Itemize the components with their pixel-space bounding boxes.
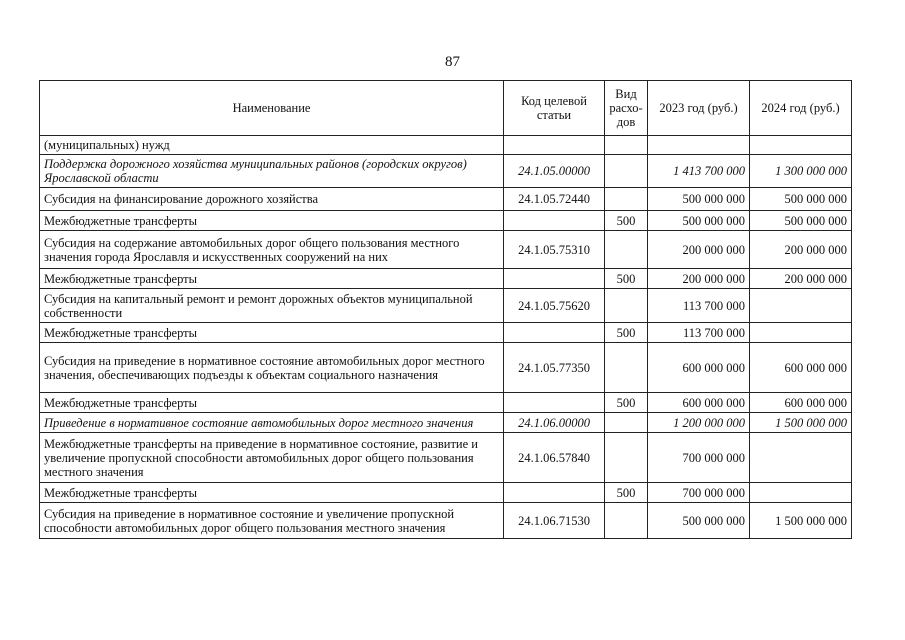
cell-type (605, 136, 648, 155)
cell-2023 (648, 136, 750, 155)
table-row (40, 323, 852, 343)
cell-name: Поддержка дорожного хозяйства муниципальных районов (городских округов) Ярославской области (40, 155, 504, 188)
cell-code (504, 269, 605, 289)
cell-name: Межбюджетные трансферты на приведение в нормативное состояние, развитие и увеличение пропускной способности автомобильных дорог общего пользования местного значения (40, 433, 504, 483)
cell-2024 (750, 323, 852, 343)
cell-code: 24.1.06.00000 (504, 413, 605, 433)
cell-code: 24.1.06.57840 (504, 433, 605, 483)
cell-name: Межбюджетные трансферты (40, 211, 504, 231)
cell-2024: 1 500 000 000 (750, 503, 852, 539)
cell-code: 24.1.06.71530 (504, 503, 605, 539)
cell-2024 (750, 136, 852, 155)
table-row (40, 433, 852, 483)
cell-2023: 113 700 000 (648, 289, 750, 323)
cell-2024: 200 000 000 (750, 231, 852, 269)
cell-2024 (750, 433, 852, 483)
cell-name: Субсидия на капитальный ремонт и ремонт дорожных объектов муниципальной собственности (40, 289, 504, 323)
cell-code (504, 323, 605, 343)
cell-2023: 1 200 000 000 (648, 413, 750, 433)
cell-2023: 500 000 000 (648, 188, 750, 211)
table-row (40, 231, 852, 269)
table-body (40, 136, 852, 539)
header-code: Код целевой статьи (504, 81, 605, 136)
cell-name: Приведение в нормативное состояние автомобильных дорог местного значения (40, 413, 504, 433)
cell-2023: 500 000 000 (648, 503, 750, 539)
cell-2024 (750, 483, 852, 503)
table-row (40, 155, 852, 188)
cell-type (605, 413, 648, 433)
table-row (40, 503, 852, 539)
cell-name: Субсидия на содержание автомобильных дорог общего пользования местного значения города Ярославля и искусственных сооружений на них (40, 231, 504, 269)
cell-2023: 500 000 000 (648, 211, 750, 231)
cell-type (605, 155, 648, 188)
table-header-row (40, 81, 852, 136)
cell-type (605, 188, 648, 211)
cell-name: Межбюджетные трансферты (40, 269, 504, 289)
cell-2023: 700 000 000 (648, 433, 750, 483)
cell-type (605, 503, 648, 539)
cell-name: Межбюджетные трансферты (40, 393, 504, 413)
table-row (40, 393, 852, 413)
table-row (40, 413, 852, 433)
cell-2024: 1 300 000 000 (750, 155, 852, 188)
table-row (40, 136, 852, 155)
cell-code: 24.1.05.75310 (504, 231, 605, 269)
table-row (40, 211, 852, 231)
cell-2024: 1 500 000 000 (750, 413, 852, 433)
page-number: 87 (445, 54, 460, 70)
cell-name: Межбюджетные трансферты (40, 483, 504, 503)
cell-2024: 500 000 000 (750, 188, 852, 211)
cell-code: 24.1.05.75620 (504, 289, 605, 323)
cell-2023: 1 413 700 000 (648, 155, 750, 188)
cell-2024: 600 000 000 (750, 343, 852, 393)
header-name: Наименование (40, 81, 504, 136)
table-row (40, 289, 852, 323)
cell-code (504, 483, 605, 503)
cell-2023: 200 000 000 (648, 269, 750, 289)
cell-type (605, 433, 648, 483)
cell-type: 500 (605, 483, 648, 503)
cell-2023: 600 000 000 (648, 343, 750, 393)
cell-2023: 113 700 000 (648, 323, 750, 343)
cell-type (605, 231, 648, 269)
cell-name: (муниципальных) нужд (40, 136, 504, 155)
table-row (40, 483, 852, 503)
cell-type: 500 (605, 211, 648, 231)
cell-2024 (750, 289, 852, 323)
cell-code: 24.1.05.72440 (504, 188, 605, 211)
cell-type: 500 (605, 269, 648, 289)
cell-code (504, 211, 605, 231)
cell-name: Субсидия на приведение в нормативное состояние автомобильных дорог местного значения, обеспечивающих подъезды к объектам социального назначения (40, 343, 504, 393)
header-2023: 2023 год (руб.) (648, 81, 750, 136)
budget-table (39, 80, 852, 539)
header-type: Вид расхо-дов (605, 81, 648, 136)
cell-name: Субсидия на финансирование дорожного хозяйства (40, 188, 504, 211)
cell-2024: 600 000 000 (750, 393, 852, 413)
table-row (40, 188, 852, 211)
cell-code: 24.1.05.00000 (504, 155, 605, 188)
cell-type (605, 343, 648, 393)
table-row (40, 269, 852, 289)
header-2024: 2024 год (руб.) (750, 81, 852, 136)
cell-code: 24.1.05.77350 (504, 343, 605, 393)
cell-2023: 600 000 000 (648, 393, 750, 413)
cell-2024: 200 000 000 (750, 269, 852, 289)
cell-code (504, 393, 605, 413)
cell-2023: 200 000 000 (648, 231, 750, 269)
cell-code (504, 136, 605, 155)
cell-2024: 500 000 000 (750, 211, 852, 231)
cell-name: Субсидия на приведение в нормативное состояние и увеличение пропускной способности автомобильных дорог общего пользования местного значения (40, 503, 504, 539)
cell-name: Межбюджетные трансферты (40, 323, 504, 343)
cell-type: 500 (605, 393, 648, 413)
cell-2023: 700 000 000 (648, 483, 750, 503)
table-row (40, 343, 852, 393)
cell-type: 500 (605, 323, 648, 343)
cell-type (605, 289, 648, 323)
